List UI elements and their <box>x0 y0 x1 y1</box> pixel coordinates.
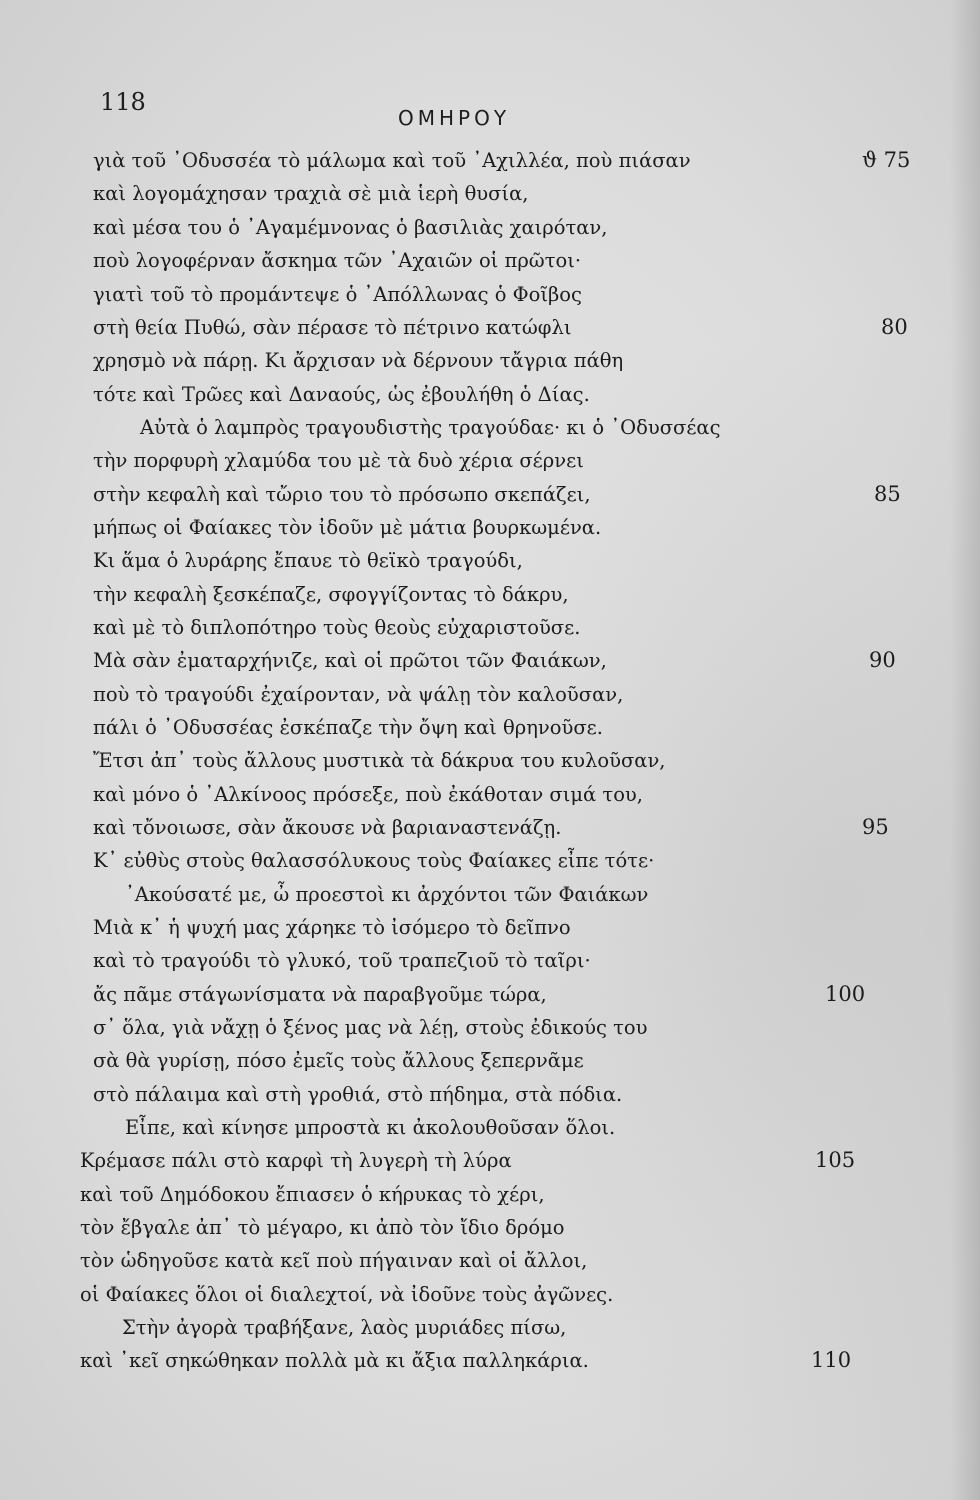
line-number: 110 <box>811 1348 852 1372</box>
verse-line: καὶ λογομάχησαν τραχιὰ σὲ μιὰ ἱερὴ θυσία, <box>93 182 529 205</box>
verse-line: τὸν ὡδηγοῦσε κατὰ κεῖ ποὺ πήγαιναν καὶ οἱ ἄλλοι, <box>80 1249 588 1272</box>
verse-line: χρησμὸ νὰ πάρῃ. Κι ἄρχισαν νὰ δέρνουν τἄγρια πάθη <box>93 349 624 372</box>
line-number: 95 <box>862 815 889 839</box>
verse-line: γιατὶ τοῦ τὸ προμάντεψε ὁ ᾿Απόλλωνας ὁ Φοῖβος <box>93 283 582 306</box>
verse-line: στὴν κεφαλὴ καὶ τὤριο του τὸ πρόσωπο σκεπάζει, <box>93 483 591 506</box>
verse-line: καὶ τὸ τραγούδι τὸ γλυκό, τοῦ τραπεζιοῦ τὸ ταῖρι· <box>93 949 591 972</box>
verse-line: πάλι ὁ ᾿Οδυσσέας ἐσκέπαζε τὴν ὄψη καὶ θρηνοῦσε. <box>93 716 603 739</box>
verse-line: τὴν πορφυρὴ χλαμύδα του μὲ τὰ δυὸ χέρια σέρνει <box>93 449 584 472</box>
verse-line: στὸ πάλαιμα καὶ στὴ γροθιά, στὸ πήδημα, στὰ πόδια. <box>93 1083 623 1106</box>
verse-line: Μιὰ κ᾿ ἡ ψυχή μας χάρηκε τὸ ἰσόμερο τὸ δεῖπνο <box>93 916 571 939</box>
verse-line: τὴν κεφαλὴ ξεσκέπαζε, σφογγίζοντας τὸ δάκρυ, <box>93 583 569 606</box>
line-number: 80 <box>881 315 908 339</box>
line-number: ϑ 75 <box>862 148 911 172</box>
page-number: 118 <box>100 88 146 116</box>
verse-line: σ᾿ ὅλα, γιὰ νἄχῃ ὁ ξένος μας νὰ λέῃ, στοὺς ἐδικούς του <box>93 1016 648 1039</box>
verse-line: καὶ μόνο ὁ ᾿Αλκίνοος πρόσεξε, ποὺ ἐκάθοταν σιμά του, <box>93 783 643 806</box>
verse-line: Κ᾿ εὐθὺς στοὺς θαλασσόλυκους τοὺς Φαίακες εἶπε τότε· <box>93 849 655 872</box>
verse-line: Αὐτὰ ὁ λαμπρὸς τραγουδιστὴς τραγούδαε· κι ὁ ᾿Οδυσσέας <box>140 416 721 439</box>
line-number: 85 <box>874 482 901 506</box>
verse-line: στὴ θεία Πυθώ, σὰν πέρασε τὸ πέτρινο κατώφλι <box>93 316 572 339</box>
verse-line: τὸν ἔβγαλε ἀπ᾿ τὸ μέγαρο, κι ἀπὸ τὸν ἴδιο δρόμο <box>80 1216 565 1239</box>
verse-line: Στὴν ἀγορὰ τραβήξανε, λαὸς μυριάδες πίσω, <box>122 1316 567 1339</box>
page-edge-shadow <box>950 0 980 1500</box>
verse-line: καὶ μέσα του ὁ ᾿Αγαμέμνονας ὁ βασιλιὰς χαιρόταν, <box>93 216 608 239</box>
verse-line: γιὰ τοῦ ᾿Οδυσσέα τὸ μάλωμα καὶ τοῦ ᾿Αχιλλέα, ποὺ πιάσαν <box>93 149 691 172</box>
verse-line: καὶ τὄνοιωσε, σὰν ἄκουσε νὰ βαριαναστενάζῃ. <box>93 816 562 839</box>
verse-line: καὶ μὲ τὸ διπλοπότηρο τοὺς θεοὺς εὐχαριστοῦσε. <box>93 616 581 639</box>
verse-line: σὰ θὰ γυρίσῃ, πόσο ἐμεῖς τοὺς ἄλλους ξεπερνᾶμε <box>93 1049 584 1072</box>
line-number: 100 <box>825 982 866 1006</box>
verse-line: ἄς πᾶμε στάγωνίσματα νὰ παραβγοῦμε τώρα, <box>93 983 547 1006</box>
verse-line: ᾿Ακούσατέ με, ὦ προεστοὶ κι ἀρχόντοι τῶν Φαιάκων <box>125 883 649 906</box>
verse-line: Ἔτσι ἀπ᾿ τοὺς ἄλλους μυστικὰ τὰ δάκρυα του κυλοῦσαν, <box>93 749 666 772</box>
verse-line: Μὰ σὰν ἐματαρχήνιζε, καὶ οἱ πρῶτοι τῶν Φαιάκων, <box>93 649 607 672</box>
verse-line: Εἶπε, καὶ κίνησε μπροστὰ κι ἀκολουθοῦσαν ὅλοι. <box>125 1116 616 1139</box>
verse-line: ποὺ τὸ τραγούδι ἐχαίρονταν, νὰ ψάλῃ τὸν καλοῦσαν, <box>93 683 624 706</box>
verse-line: ποὺ λογοφέρναν ἄσκημα τῶν ᾿Αχαιῶν οἱ πρῶτοι· <box>93 249 582 272</box>
verse-line: καὶ τοῦ Δημόδοκου ἔπιασεν ὁ κήρυκας τὸ χέρι, <box>80 1183 545 1206</box>
verse-line: Κι ἅμα ὁ λυράρης ἔπαυε τὸ θεϊκὸ τραγούδι, <box>93 549 523 572</box>
line-number: 90 <box>869 648 896 672</box>
verse-line: καὶ ᾿κεῖ σηκώθηκαν πολλὰ μὰ κι ἄξια παλληκάρια. <box>80 1349 589 1372</box>
line-number: 105 <box>815 1148 856 1172</box>
running-title: ΟΜΗΡΟΥ <box>398 106 511 130</box>
verse-line: τότε καὶ Τρῶες καὶ Δαναούς, ὡς ἐβουλήθη ὁ Δίας. <box>93 383 590 406</box>
verse-line: Κρέμασε πάλι στὸ καρφὶ τὴ λυγερὴ τὴ λύρα <box>80 1149 512 1172</box>
verse-line: οἱ Φαίακες ὅλοι οἱ διαλεχτοί, νὰ ἰδοῦνε τοὺς ἀγῶνες. <box>80 1283 614 1306</box>
verse-line: μήπως οἱ Φαίακες τὸν ἰδοῦν μὲ μάτια βουρκωμένα. <box>93 516 602 539</box>
